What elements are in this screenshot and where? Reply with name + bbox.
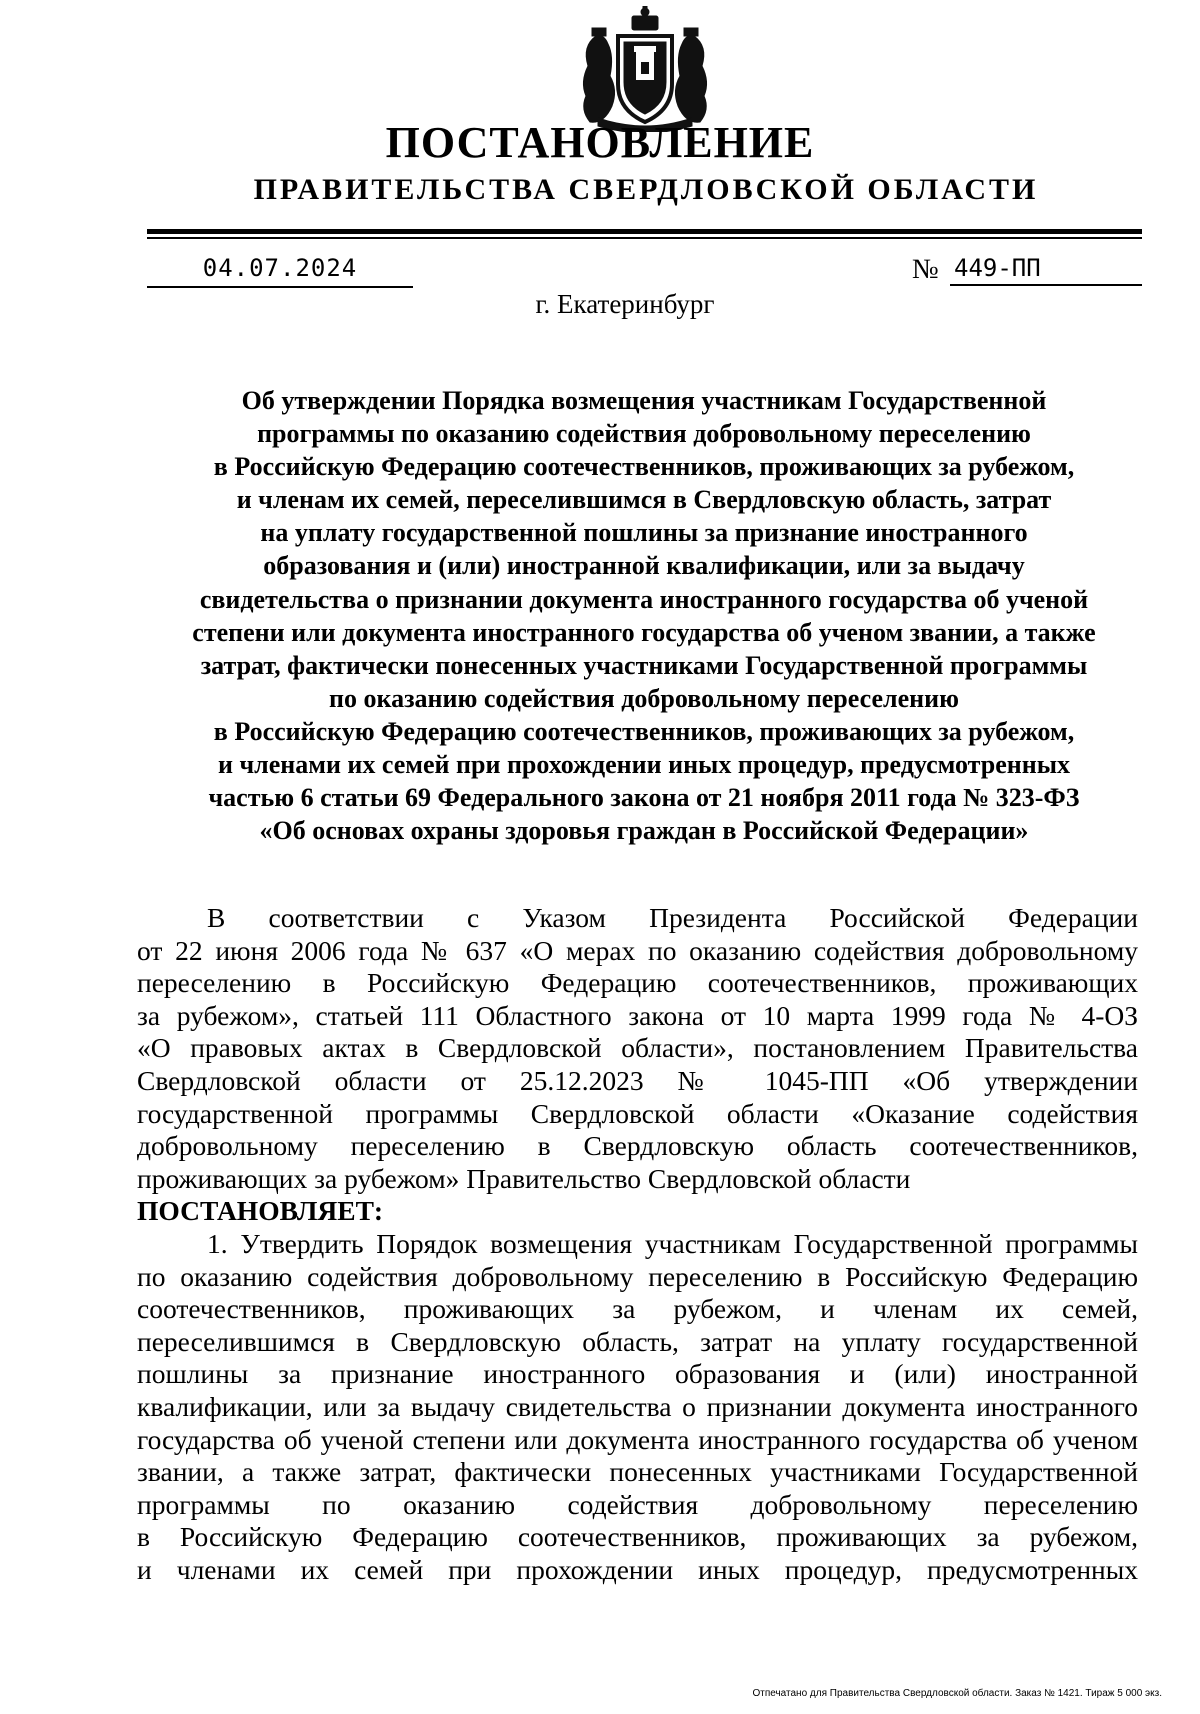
item-1-line: по оказанию содействия добровольному переселению в Российскую Федерацию — [137, 1260, 1138, 1292]
heading-line: «Об основах охраны здоровья граждан в Российской Федерации» — [259, 816, 1029, 846]
item-1-line: в Российскую Федерацию соотечественников, проживающих за рубежом, — [137, 1521, 1138, 1553]
heading-line: затрат, фактически понесенных участниками Государственной программы — [200, 650, 1088, 680]
heading-line: степени или документа иностранного государства об ученом звании, а также — [192, 617, 1096, 647]
heading-line: свидетельства о признании документа иностранного государства об ученой — [199, 584, 1089, 614]
preamble-line: проживающих за рубежом» Правительство Свердловской области — [137, 1162, 911, 1194]
preamble-line: «О правовых актах в Свердловской области», постановлением Правительства — [137, 1032, 1138, 1064]
header-divider-thin — [147, 237, 1142, 239]
item-1-line: соотечественников, проживающих за рубежом, и членам их семей, — [137, 1293, 1138, 1325]
item-1-line: пошлины за признание иностранного образования и (или) иностранной — [137, 1358, 1138, 1390]
city-of-issue: г. Екатеринбург — [535, 289, 715, 319]
preamble-line: переселению в Российскую Федерацию соотечественников, проживающих — [137, 967, 1138, 999]
document-type-title: ПОСТАНОВЛЕНИЕ — [385, 118, 815, 167]
issuing-authority-subtitle: ПРАВИТЕЛЬСТВА СВЕРДЛОВСКОЙ ОБЛАСТИ — [253, 173, 1039, 206]
preamble-line: государственной программы Свердловской области «Оказание содействия — [137, 1097, 1138, 1129]
decree-word: ПОСТАНОВЛЯЕТ: — [137, 1195, 384, 1227]
header-divider-thick — [147, 229, 1142, 234]
heading-line: на уплату государственной пошлины за признание иностранного — [260, 518, 1028, 548]
item-1-line: программы по оказанию содействия добровольному переселению — [137, 1488, 1138, 1520]
print-note: Отпечатано для Правительства Свердловской области. Заказ № 1421. Тираж 5 000 экз. — [752, 1688, 1162, 1699]
preamble-line: добровольному переселению в Свердловскую область соотечественников, — [137, 1130, 1138, 1162]
item-1-line: 1. Утвердить Порядок возмещения участникам Государственной программы — [207, 1227, 1138, 1259]
item-1-line: переселившимся в Свердловскую область, затрат на уплату государственной — [137, 1325, 1138, 1357]
document-number: 449-ПП — [950, 252, 1142, 286]
item-1-line: государства об ученой степени или документа иностранного государства об ученом — [137, 1423, 1138, 1455]
heading-line: образования и (или) иностранной квалификации, или за выдачу — [263, 551, 1025, 581]
number-sign: № — [912, 254, 939, 285]
heading-line: в Российскую Федерацию соотечественников, проживающих за рубежом, — [213, 716, 1075, 746]
item-1-line: звании, а также затрат, фактически понесенных участниками Государственной — [137, 1456, 1138, 1488]
heading-line: в Российскую Федерацию соотечественников, проживающих за рубежом, — [213, 452, 1075, 482]
heading-line: частью 6 статьи 69 Федерального закона от 21 ноября 2011 года № 323-ФЗ — [208, 783, 1080, 813]
item-1-line: квалификации, или за выдачу свидетельства о признании документа иностранного — [137, 1390, 1138, 1422]
heading-line: и членам их семей, переселившимся в Свердловскую область, затрат — [236, 485, 1052, 515]
preamble-line: за рубежом», статьей 111 Областного закона от 10 марта 1999 года № 4-ОЗ — [137, 999, 1138, 1031]
document-heading — [134, 384, 1154, 847]
heading-line: Об утверждении Порядка возмещения участникам Государственной — [241, 386, 1047, 415]
preamble-line: Свердловской области от 25.12.2023 № 1045-ПП «Об утверждении — [137, 1064, 1138, 1096]
document-body — [137, 902, 1138, 1586]
document-date: 04.07.2024 — [147, 252, 413, 288]
preamble-line: В соответствии с Указом Президента Российской Федерации — [207, 902, 1138, 933]
coat-of-arms-icon — [578, 6, 712, 132]
item-1-line: и членами их семей при прохождении иных процедур, предусмотренных — [137, 1553, 1138, 1585]
heading-line: по оказанию содействия добровольному переселению — [329, 683, 959, 713]
heading-line: программы по оказанию содействия добровольному переселению — [257, 419, 1031, 449]
heading-line: и членами их семей при прохождении иных процедур, предусмотренных — [217, 750, 1070, 780]
preamble-line: от 22 июня 2006 года № 637 «О мерах по оказанию содействия добровольному — [137, 934, 1138, 966]
